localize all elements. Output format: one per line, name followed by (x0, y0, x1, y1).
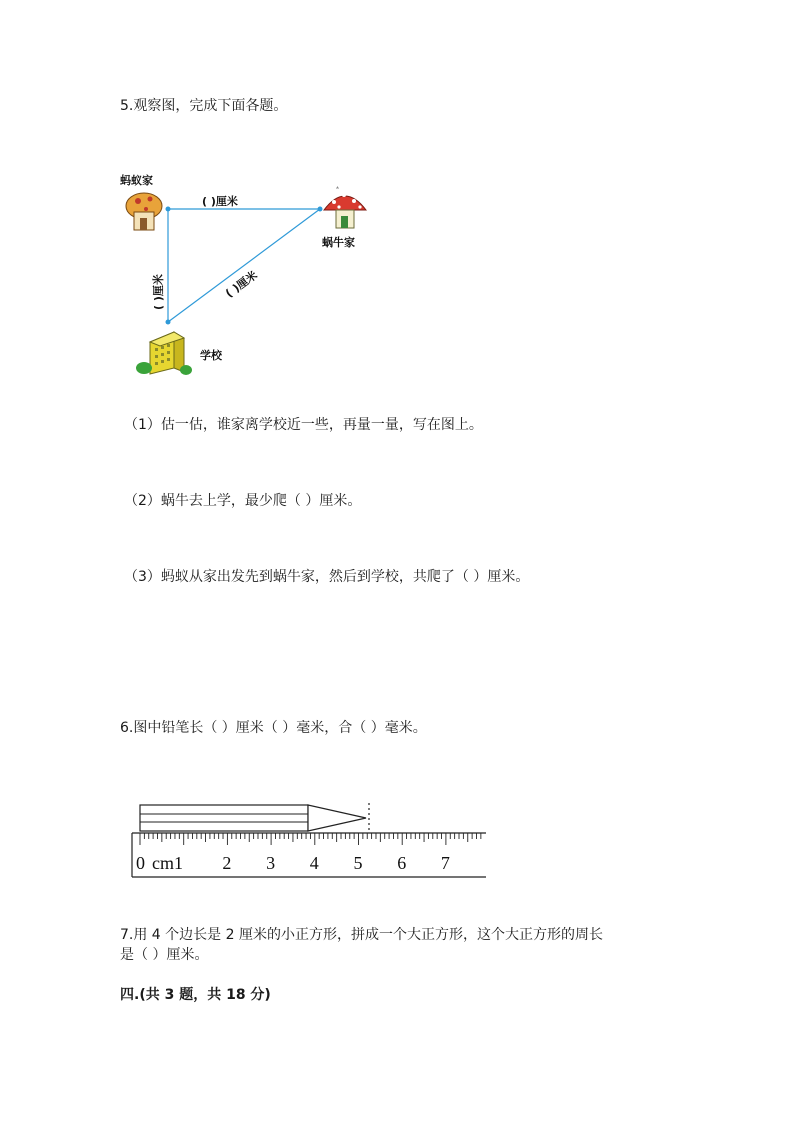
school-label: 学校 (200, 349, 222, 362)
school-icon (136, 332, 192, 375)
q5-sub2: （2）蜗牛去上学，最少爬（ ）厘米。 (124, 493, 362, 509)
ruler-label: 2 (222, 853, 232, 873)
top-edge-blank: ( )厘米 (202, 195, 238, 208)
ruler-label: 7 (440, 853, 450, 873)
edge-diagonal (168, 209, 320, 322)
ruler-label: 3 (266, 853, 276, 873)
q5-sub1: （1）估一估，谁家离学校近一些，再量一量，写在图上。 (124, 417, 483, 433)
pencil-ruler-figure (126, 797, 496, 883)
ruler-label: 0 (136, 853, 145, 873)
left-edge-blank: ( )厘米 (152, 274, 165, 310)
q7-line2: 是（ ）厘米。 (120, 947, 209, 963)
q5-title: 5.观察图，完成下面各题。 (120, 98, 288, 114)
snail-home-label: 蜗牛家 (322, 236, 355, 249)
ant-home-label: 蚂蚁家 (120, 174, 153, 187)
section-title: 四.(共 3 题，共 18 分) (120, 987, 271, 1003)
pencil-icon (140, 803, 369, 833)
ruler (132, 833, 486, 877)
ruler-label: 5 (353, 853, 363, 873)
ruler-label: 6 (397, 853, 407, 873)
ruler-label: cm1 (152, 853, 183, 873)
ant-home-icon (126, 193, 162, 230)
q7-line1: 7.用 4 个边长是 2 厘米的小正方形，拼成一个大正方形，这个大正方形的周长 (120, 927, 603, 943)
snail-home-icon (324, 186, 366, 228)
ruler-label: 4 (309, 853, 319, 873)
q5-sub3: （3）蚂蚁从家出发先到蜗牛家，然后到学校，共爬了（ ）厘米。 (124, 569, 530, 585)
q6-title: 6.图中铅笔长（ ）厘米（ ）毫米，合（ ）毫米。 (120, 720, 427, 736)
diagonal-edge-blank: ( )厘米 (223, 268, 260, 301)
